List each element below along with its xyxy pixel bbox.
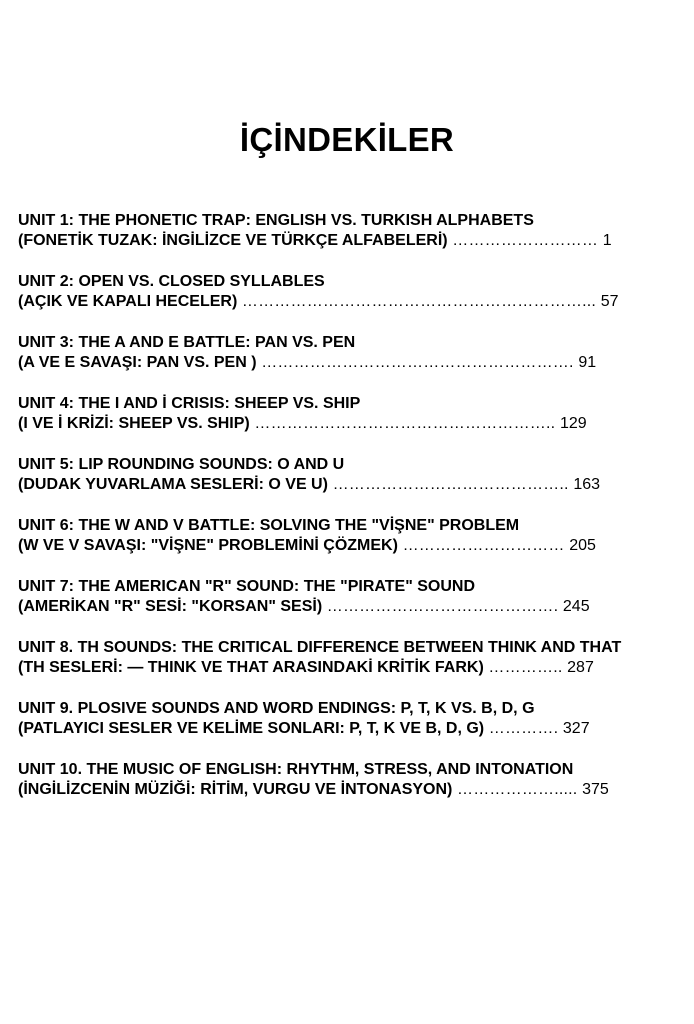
toc-entry-title: UNIT 3: THE A AND E BATTLE: PAN VS. PEN [18, 334, 356, 351]
toc-entry-unit-3[interactable] [18, 333, 668, 373]
toc-entry-subtitle-line [18, 475, 668, 495]
page-number: 375 [582, 781, 609, 798]
page-number: 1 [602, 232, 612, 249]
toc-entry-subtitle-line [18, 658, 668, 678]
toc-entry-unit-2[interactable] [18, 272, 668, 312]
dot-leader: ………………..... [452, 781, 583, 798]
dot-leader: …………………………………………………. [256, 354, 579, 371]
dot-leader: ………………………………………………………... [237, 293, 601, 310]
toc-entry-title: UNIT 6: THE W AND V BATTLE: SOLVING THE "VİŞNE" PROBLEM [18, 517, 520, 534]
dot-leader: ……………………… [447, 232, 603, 249]
page-title: İÇİNDEKİLER [239, 121, 455, 159]
toc-entry-subtitle: (W VE V SAVAŞI: "VİŞNE" PROBLEMİNİ ÇÖZMEK) [18, 537, 398, 554]
toc-entry-subtitle: (PATLAYICI SESLER VE KELİME SONLARI: P, T, K VE B, D, G) [18, 720, 485, 737]
dot-leader: ………………………… [397, 537, 570, 554]
toc-entry-subtitle: (FONETİK TUZAK: İNGİLİZCE VE TÜRKÇE ALFABELERİ) [18, 232, 448, 249]
toc-entry-subtitle-line [18, 780, 668, 800]
toc-entry-subtitle-line [18, 231, 668, 251]
toc-entry-unit-9[interactable] [18, 699, 668, 739]
toc-entry-subtitle-line [18, 414, 668, 434]
toc-entry-subtitle-line [18, 292, 668, 312]
toc-entry-subtitle-line [18, 719, 668, 739]
toc-entry-unit-10[interactable] [18, 760, 668, 800]
dot-leader: ………….. [483, 659, 568, 676]
toc-entry-title: UNIT 2: OPEN VS. CLOSED SYLLABLES [18, 273, 325, 290]
toc-entry-title: UNIT 5: LIP ROUNDING SOUNDS: O AND U [18, 456, 345, 473]
toc-entry-subtitle: (AÇIK VE KAPALI HECELER) [18, 293, 238, 310]
dot-leader: …………. [484, 720, 563, 737]
toc-entry-title: UNIT 8. TH SOUNDS: THE CRITICAL DIFFERENCE BETWEEN THINK AND THAT [18, 639, 622, 656]
toc-entry-title: UNIT 9. PLOSIVE SOUNDS AND WORD ENDINGS: P, T, K VS. B, D, G [18, 700, 535, 717]
toc-entry-title: UNIT 4: THE I AND İ CRISIS: SHEEP VS. SHIP [18, 395, 361, 412]
dot-leader: ……………………………………………….. [249, 415, 560, 432]
dot-leader: …………………………………….. [327, 476, 574, 493]
table-of-contents [18, 211, 668, 821]
toc-entry-subtitle: (A VE E SAVAŞI: PAN VS. PEN ) [18, 354, 257, 371]
toc-entry-subtitle: (AMERİKAN "R" SESİ: "KORSAN" SESİ) [18, 598, 323, 615]
dot-leader: ……………………………………. [322, 598, 563, 615]
toc-entry-unit-4[interactable] [18, 394, 668, 434]
page-number: 57 [600, 293, 619, 310]
toc-entry-subtitle-line [18, 353, 668, 373]
page-number: 163 [573, 476, 601, 493]
toc-entry-unit-5[interactable] [18, 455, 668, 495]
page-number: 205 [569, 537, 596, 554]
toc-entry-subtitle-line [18, 597, 668, 617]
toc-entry-title: UNIT 1: THE PHONETIC TRAP: ENGLISH VS. TURKISH ALPHABETS [18, 212, 534, 229]
page-number: 245 [562, 598, 590, 615]
toc-entry-unit-1[interactable] [18, 211, 668, 251]
toc-entry-subtitle: (I VE İ KRİZİ: SHEEP VS. SHIP) [18, 415, 250, 432]
page-number: 327 [562, 720, 590, 737]
page-number: 287 [567, 659, 594, 676]
toc-entry-subtitle: (DUDAK YUVARLAMA SESLERİ: O VE U) [18, 476, 328, 493]
toc-entry-subtitle: (TH SESLERİ: — THINK VE THAT ARASINDAKİ KRİTİK FARK) [18, 659, 484, 676]
toc-entry-title: UNIT 7: THE AMERICAN "R" SOUND: THE "PIRATE" SOUND [18, 578, 476, 595]
toc-entry-unit-7[interactable] [18, 577, 668, 617]
toc-entry-subtitle: (İNGİLİZCENİN MÜZİĞİ: RİTİM, VURGU VE İNTONASYON) [18, 781, 453, 798]
toc-entry-unit-8[interactable] [18, 638, 668, 678]
toc-entry-subtitle-line [18, 536, 668, 556]
page-number: 129 [559, 415, 587, 432]
toc-entry-unit-6[interactable] [18, 516, 668, 556]
page-number: 91 [578, 354, 597, 371]
toc-entry-title: UNIT 10. THE MUSIC OF ENGLISH: RHYTHM, STRESS, AND INTONATION [18, 761, 574, 778]
